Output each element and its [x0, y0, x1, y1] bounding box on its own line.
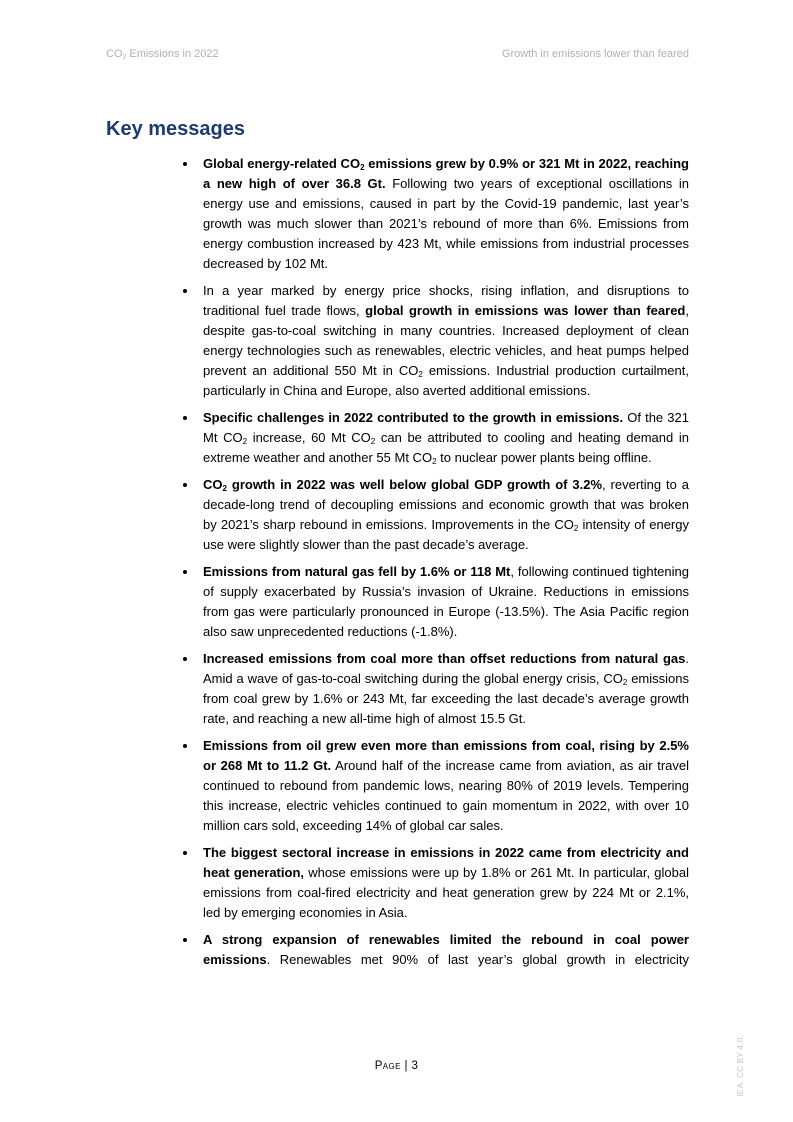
key-messages-list	[203, 154, 689, 977]
bullet-item	[203, 475, 689, 555]
header-left: $CO_2$ Emissions in 2022	[106, 48, 219, 61]
bullet-item	[203, 281, 689, 401]
bullet-icon	[183, 162, 187, 166]
bullet-text: Specific challenges in 2022 contributed to the growth in emissions. Of the 321 Mt $CO_2$ increase, 60 Mt $CO_2$ can be attributed to cooling and heating demand in extreme weather and another 55 Mt $CO_2$ to nuclear power plants being offline.	[203, 410, 689, 466]
bullet-icon	[183, 289, 187, 293]
bullet-item	[203, 154, 689, 274]
running-header	[106, 48, 689, 61]
bullet-text: In a year marked by energy price shocks, rising inflation, and disruptions to traditional fuel trade flows, global growth in emissions was lower than feared, despite gas-to-coal switching in many countries. Increased deployment of clean energy technologies such as renewables, electric vehicles, and heat pumps helped prevent an additional 550 Mt in $CO_2$ emissions. Industrial production curtailment, particularly in China and Europe, also averted additional emissions.	[203, 283, 689, 398]
copyright-note: IEA. CC BY 4.0.	[736, 1035, 745, 1097]
bullet-icon	[183, 657, 187, 661]
bullet-icon	[183, 416, 187, 420]
bullet-text: Global energy-related $CO_2$ emissions grew by 0.9% or 321 Mt in 2022, reaching a new high of over 36.8 Gt. Following two years of exceptional oscillations in energy use and emissions, caused in part by the Covid-19 pandemic, last year’s growth was much slower than 2021’s rebound of more than 6%. Emissions from energy combustion increased by 423 Mt, while emissions from industrial processes decreased by 102 Mt.	[203, 156, 690, 271]
header-right: Growth in emissions lower than feared	[501, 48, 689, 60]
page-footer: Page | 3	[374, 1060, 419, 1072]
bullet-item	[203, 562, 689, 642]
bullet-icon	[183, 744, 187, 748]
bullet-item	[203, 930, 689, 970]
bullet-icon	[183, 570, 187, 574]
bullet-item	[203, 649, 689, 729]
bullet-text: $CO_2$ growth in 2022 was well below global GDP growth of 3.2%, reverting to a decade-long trend of decoupling emissions and economic growth that was broken by 2021’s sharp rebound in emissions. Improvements in the $CO_2$ intensity of energy use were slightly slower than the past decade’s average.	[203, 477, 689, 552]
bullet-item	[203, 736, 689, 836]
bullet-icon	[183, 938, 187, 942]
bullet-item	[203, 408, 689, 468]
bullet-text: Emissions from natural gas fell by 1.6% or 118 Mt, following continued tightening of supply exacerbated by Russia’s invasion of Ukraine. Reductions in emissions from gas were particularly pronounced in Europe (-13.5%). The Asia Pacific region also saw unprecedented reductions (-1.8%).	[203, 564, 689, 639]
bullet-item	[203, 843, 689, 923]
bullet-icon	[183, 851, 187, 855]
bullet-text: The biggest sectoral increase in emissions in 2022 came from electricity and heat generation, whose emissions were up by 1.8% or 261 Mt. In particular, global emissions from coal-fired electricity and heat generation grew by 224 Mt or 2.1%, led by emerging economies in Asia.	[203, 845, 689, 920]
bullet-text: Emissions from oil grew even more than emissions from coal, rising by 2.5% or 268 Mt to 11.2 Gt. Around half of the increase came from aviation, as air travel continued to rebound from pandemic lows, nearing 80% of 2019 levels. Tempering this increase, electric vehicles continued to gain momentum in 2022, with over 10 million cars sold, exceeding 14% of global car sales.	[203, 738, 689, 833]
bullet-text: Increased emissions from coal more than offset reductions from natural gas. Amid a wave of gas-to-coal switching during the global energy crisis, $CO_2$ emissions from coal grew by 1.6% or 243 Mt, far exceeding the last decade’s average growth rate, and reaching a new all-time high of almost 15.5 Gt.	[203, 651, 689, 726]
bullet-text: A strong expansion of renewables limited the rebound in coal power emissions. Renewables met 90% of last year’s global growth in electricity	[203, 932, 689, 967]
bullet-icon	[183, 483, 187, 487]
page-title: Key messages	[106, 118, 245, 140]
